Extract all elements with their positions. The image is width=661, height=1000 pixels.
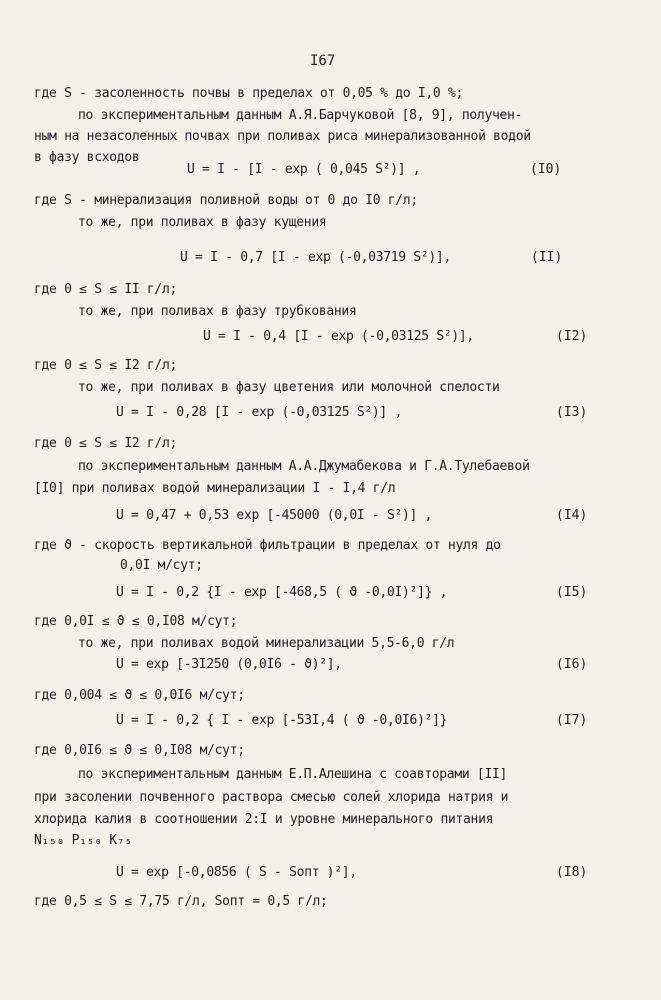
page-number: I67 [310, 53, 336, 69]
text-line-8: то же, при поливах в фазу трубкования [78, 304, 357, 319]
equation-11: U = I - 0,7 [I - exp (-0,03719 S²)], [180, 250, 451, 265]
equation-number-14: (I4) [556, 508, 588, 523]
text-line-17: то же, при поливах водой минерализации 5,5-6,0 г/л [78, 636, 455, 651]
text-line-21: при засолении почвенного раствора смесью солей хлорида натрия и [34, 790, 509, 805]
equation-number-11: (II) [531, 250, 563, 265]
equation-number-15: (I5) [556, 585, 588, 600]
equation-15: U = I - 0,2 {I - exp [-468,5 ( ϑ -0,0I)²]} , [116, 585, 448, 600]
text-line-4: в фазу всходов [34, 150, 140, 165]
text-line-5: где S - минерализация поливной воды от 0 до I0 г/л; [34, 193, 418, 208]
equation-number-13: (I3) [556, 405, 588, 420]
text-line-3: ным на незасоленных почвах при поливах риса минерализованной водой [34, 129, 531, 144]
text-line-13: [I0] при поливах водой минерализации I - I,4 г/л [34, 481, 396, 496]
text-line-14: где ϑ - скорость вертикальной фильтрации в пределах от нуля до [34, 538, 501, 553]
equation-17: U = I - 0,2 { I - exp [-53I,4 ( ϑ -0,0I6)²]} [116, 713, 448, 728]
equation-14: U = 0,47 + 0,53 exp [-45000 (0,0I - S²)] , [116, 508, 433, 523]
equation-18: U = exp [-0,0856 ( S - Sопт )²], [116, 865, 357, 880]
text-line-11: где 0 ≤ S ≤ I2 г/л; [34, 436, 178, 451]
equation-number-10: (I0) [530, 162, 562, 177]
text-line-24: где 0,5 ≤ S ≤ 7,75 г/л, Sопт = 0,5 г/л; [34, 894, 328, 909]
text-line-22: хлорида калия в соотношении 2:I и уровне минерального питания [34, 812, 494, 827]
text-line-9: где 0 ≤ S ≤ I2 г/л; [34, 358, 178, 373]
text-line-20: по экспериментальным данным Е.П.Алешина с соавторами [II] [78, 767, 508, 782]
text-line-6: то же, при поливах в фазу кущения [78, 215, 327, 230]
text-line-19: где 0,0I6 ≤ ϑ ≤ 0,I08 м/сут; [34, 743, 245, 758]
text-line-18: где 0,004 ≤ ϑ ≤ 0,0I6 м/сут; [34, 688, 245, 703]
text-line-1: где S - засоленность почвы в пределах от 0,05 % до I,0 %; [34, 86, 464, 101]
equation-number-18: (I8) [556, 865, 588, 880]
equation-12: U = I - 0,4 [I - exp (-0,03125 S²)], [203, 329, 474, 344]
equation-number-16: (I6) [556, 657, 588, 672]
text-line-16: где 0,0I ≤ ϑ ≤ 0,I08 м/сут; [34, 614, 238, 629]
text-line-23: N₁₅₀ P₁₅₀ K₇₅ [34, 833, 132, 848]
text-line-2: по экспериментальным данным А.Я.Барчуковой [8, 9], получен- [78, 108, 523, 123]
equation-10: U = I - [I - exp ( 0,045 S²)] , [187, 162, 421, 177]
text-line-12: по экспериментальным данным А.А.Джумабекова и Г.А.Тулебаевой [78, 459, 530, 474]
text-line-10: то же, при поливах в фазу цветения или молочной спелости [78, 380, 500, 395]
equation-number-12: (I2) [556, 329, 588, 344]
equation-13: U = I - 0,28 [I - exp (-0,03125 S²)] , [116, 405, 403, 420]
equation-16: U = exp [-3I250 (0,0I6 - ϑ)²], [116, 657, 342, 672]
text-line-15: 0,0I м/сут; [120, 558, 203, 573]
text-line-7: где 0 ≤ S ≤ II г/л; [34, 282, 178, 297]
equation-number-17: (I7) [556, 713, 588, 728]
